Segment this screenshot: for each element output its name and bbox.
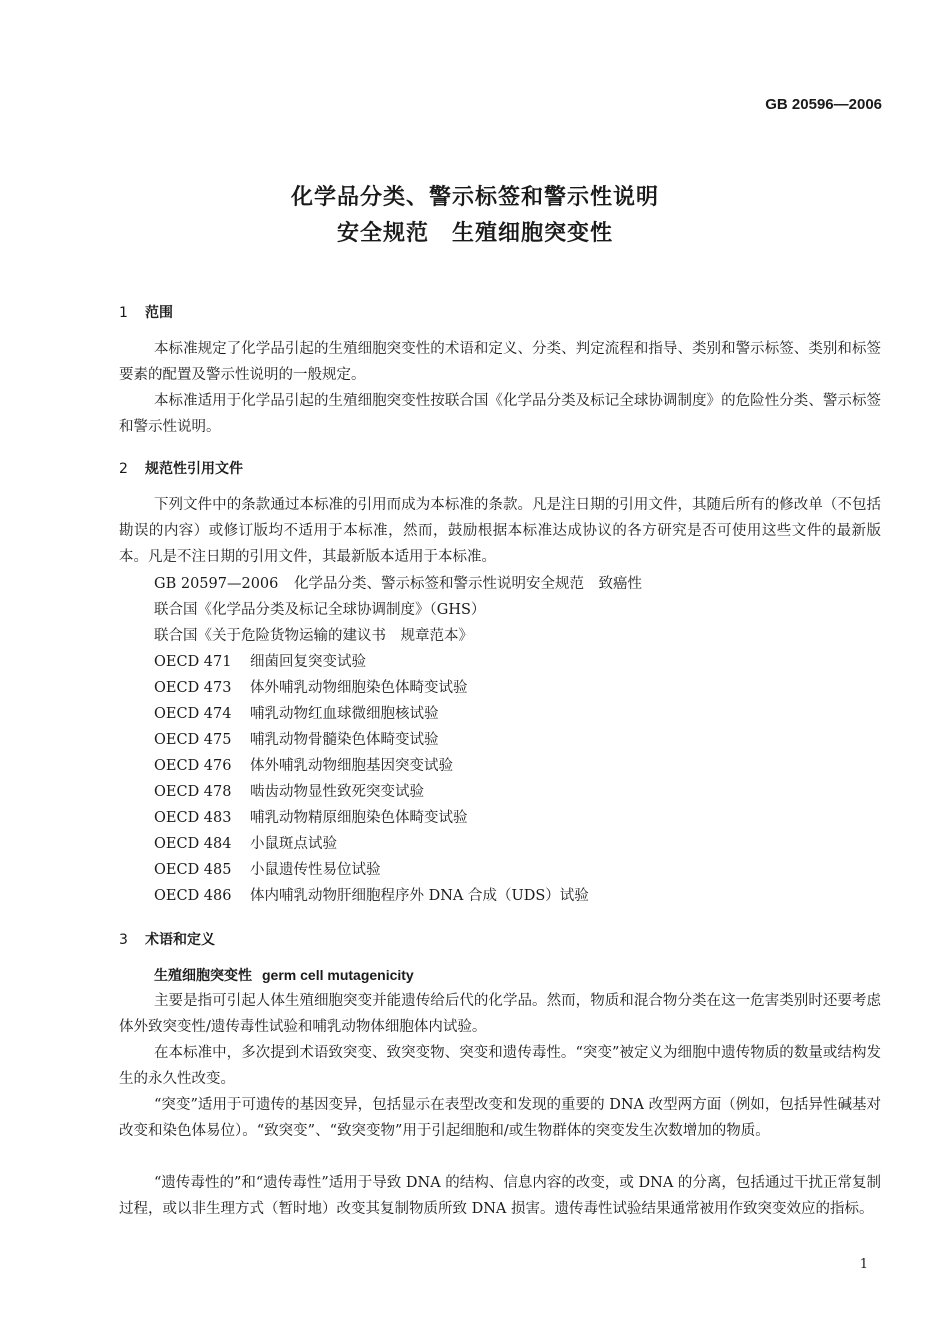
- reference-item: [154, 779, 642, 805]
- reference-code: OECD 485: [154, 862, 232, 878]
- reference-code: OECD 478: [154, 784, 232, 800]
- section-heading-scope: [119, 302, 173, 322]
- reference-code: OECD 471: [154, 654, 232, 670]
- reference-item: [154, 857, 642, 883]
- standard-code: GB 20596—2006: [765, 96, 882, 113]
- reference-code: OECD 475: [154, 732, 232, 748]
- reference-item: [154, 727, 642, 753]
- reference-item: [154, 571, 642, 597]
- section-title: 范围: [145, 305, 173, 321]
- document-title-line-2: 安全规范 生殖细胞突变性: [336, 221, 613, 246]
- reference-title: 啮齿动物显性致死突变试验: [250, 784, 424, 800]
- references-intro: 下列文件中的条款通过本标准的引用而成为本标准的条款。凡是注日期的引用文件，其随后所有的修改单（不包括勘误的内容）或修订版均不适用于本标准，然而，鼓励根据本标准达成协议的各方研究是否可使用这些文件的最新版本。凡是不注日期的引用文件，其最新版本适用于本标准。: [119, 497, 881, 565]
- reference-item: [154, 623, 642, 649]
- section-number: 2: [119, 461, 128, 477]
- reference-code: OECD 476: [154, 758, 232, 774]
- reference-code: OECD 486: [154, 888, 232, 904]
- section-title: 规范性引用文件: [145, 461, 243, 477]
- reference-item: [154, 701, 642, 727]
- reference-title: 联合国《关于危险货物运输的建议书 规章范本》: [154, 628, 473, 644]
- reference-item: [154, 649, 642, 675]
- reference-list: [154, 571, 642, 909]
- reference-item: [154, 831, 642, 857]
- term-chinese: 生殖细胞突变性: [154, 968, 252, 984]
- reference-title: 化学品分类、警示标签和警示性说明安全规范 致癌性: [294, 576, 642, 592]
- reference-item: [154, 753, 642, 779]
- reference-item: [154, 597, 642, 623]
- terms-paragraph-1: 主要是指可引起人体生殖细胞突变并能遗传给后代的化学品。然而，物质和混合物分类在这一危害类别时还要考虑体外致突变性/遗传毒性试验和哺乳动物体细胞体内试验。: [119, 993, 881, 1035]
- section-heading-terms: [119, 929, 215, 949]
- reference-title: 联合国《化学品分类及标记全球协调制度》（GHS）: [154, 602, 486, 618]
- section-number: 3: [119, 932, 128, 948]
- reference-code: OECD 484: [154, 836, 232, 852]
- page-number: 1: [859, 1257, 868, 1272]
- reference-code: OECD 473: [154, 680, 232, 696]
- terms-paragraph-3: “突变”适用于可遗传的基因变异，包括显示在表型改变和发现的重要的 DNA 改型两方面（例如，包括异性碱基对改变和染色体易位）。“致突变”、“致突变物”用于引起细胞和/或生物群体的突变发生次数增加的物质。: [119, 1097, 881, 1139]
- reference-title: 体内哺乳动物肝细胞程序外 DNA 合成（UDS）试验: [250, 888, 589, 904]
- reference-code: GB 20597—2006: [154, 576, 279, 592]
- scope-paragraph-1: 本标准规定了化学品引起的生殖细胞突变性的术语和定义、分类、判定流程和指导、类别和警示标签、类别和标签要素的配置及警示性说明的一般规定。: [119, 341, 881, 383]
- section-number: 1: [119, 305, 128, 321]
- reference-title: 哺乳动物骨髓染色体畸变试验: [250, 732, 439, 748]
- terms-paragraph-4: “遗传毒性的”和“遗传毒性”适用于导致 DNA 的结构、信息内容的改变，或 DNA 的分离，包括通过干扰正常复制过程，或以非生理方式（暂时地）改变其复制物质所致 DNA 损害。遗传毒性试验结果通常被用作致突变效应的指标。: [119, 1175, 881, 1217]
- section-heading-references: [119, 458, 243, 478]
- reference-title: 体外哺乳动物细胞基因突变试验: [250, 758, 453, 774]
- term-entry: [154, 965, 414, 985]
- terms-paragraph-2: 在本标准中，多次提到术语致突变、致突变物、突变和遗传毒性。“突变”被定义为细胞中遗传物质的数量或结构发生的永久性改变。: [119, 1045, 881, 1087]
- document-title-line-1: 化学品分类、警示标签和警示性说明: [290, 185, 659, 210]
- reference-item: [154, 675, 642, 701]
- reference-title: 小鼠遗传性易位试验: [250, 862, 381, 878]
- term-english: germ cell mutagenicity: [262, 967, 414, 983]
- section-title: 术语和定义: [145, 932, 215, 948]
- reference-code: OECD 483: [154, 810, 232, 826]
- reference-title: 哺乳动物精原细胞染色体畸变试验: [250, 810, 468, 826]
- reference-title: 小鼠斑点试验: [250, 836, 337, 852]
- scope-paragraph-2: 本标准适用于化学品引起的生殖细胞突变性按联合国《化学品分类及标记全球协调制度》的危险性分类、警示标签和警示性说明。: [119, 393, 881, 435]
- reference-item: [154, 883, 642, 909]
- reference-title: 细菌回复突变试验: [250, 654, 366, 670]
- reference-title: 哺乳动物红血球微细胞核试验: [250, 706, 439, 722]
- reference-title: 体外哺乳动物细胞染色体畸变试验: [250, 680, 468, 696]
- reference-code: OECD 474: [154, 706, 232, 722]
- reference-item: [154, 805, 642, 831]
